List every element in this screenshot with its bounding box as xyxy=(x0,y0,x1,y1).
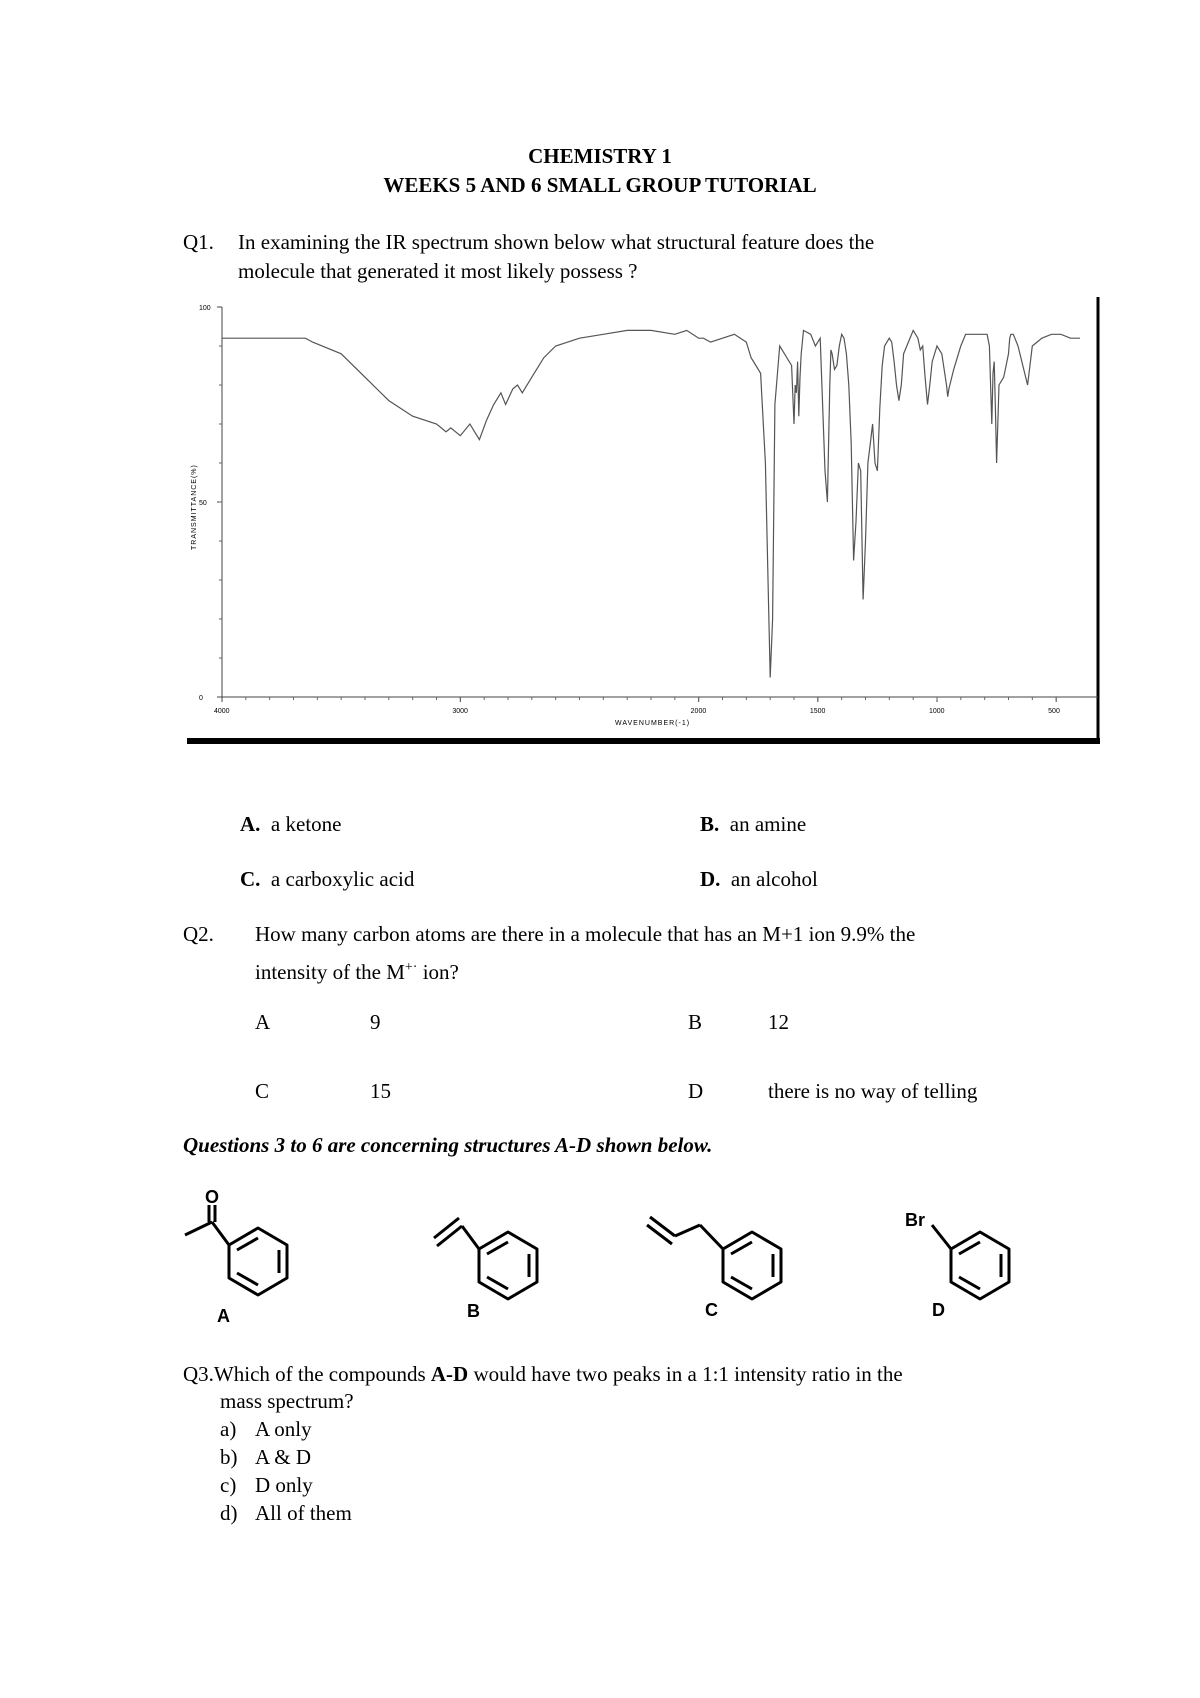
x-tick-label: 1000 xyxy=(929,708,945,715)
q3-option-b-letter: b) xyxy=(220,1445,238,1469)
x-axis-ticks xyxy=(214,697,1060,715)
y-tick-label: 100 xyxy=(199,305,211,312)
q3-option-a-letter: a) xyxy=(220,1417,237,1441)
structure-c xyxy=(647,1217,781,1299)
x-tick-label: 1500 xyxy=(809,708,826,715)
q1-text-line1: In examining the IR spectrum shown below what structural feature does the xyxy=(238,230,875,254)
bromine-atom-label: Br xyxy=(905,1210,926,1230)
q2-number: Q2. xyxy=(183,922,214,946)
ir-spectrum-chart xyxy=(185,295,1100,745)
structure-b-label: B xyxy=(467,1301,480,1321)
structure-d-label: D xyxy=(932,1300,945,1320)
q3-option-c-letter: c) xyxy=(220,1473,237,1497)
q2-option-b-text[interactable]: 12 xyxy=(768,1010,789,1034)
q3-text-line2: mass spectrum? xyxy=(220,1389,354,1413)
q1-option-b-letter: B. xyxy=(700,812,720,836)
q3-option-d-letter: d) xyxy=(220,1501,238,1525)
x-tick-label: 2000 xyxy=(690,708,707,715)
q3-option-c-text: D only xyxy=(255,1473,313,1497)
q3-option-c[interactable] xyxy=(220,1471,313,1500)
structures-heading: Questions 3 to 6 are concerning structures A-D shown below. xyxy=(183,1133,713,1157)
q3-text-line1 xyxy=(183,1360,903,1389)
structure-a xyxy=(185,1205,287,1295)
q1-option-c[interactable] xyxy=(240,865,414,894)
q2-option-c-text[interactable]: 15 xyxy=(370,1079,391,1103)
q1-option-a-text: a ketone xyxy=(270,812,342,836)
q2-text-after: ion? xyxy=(417,960,459,984)
oxygen-atom-label: O xyxy=(205,1187,220,1207)
structure-a-label: A xyxy=(217,1306,230,1326)
q2-option-a-letter[interactable]: A xyxy=(255,1010,271,1034)
q2-option-c-letter[interactable]: C xyxy=(255,1079,270,1103)
tutorial-subtitle: WEEKS 5 AND 6 SMALL GROUP TUTORIAL xyxy=(383,173,817,197)
structure-c-label: C xyxy=(705,1300,718,1320)
y-axis-ticks xyxy=(199,305,222,702)
y-tick-label: 0 xyxy=(199,695,203,702)
course-title: CHEMISTRY 1 xyxy=(528,144,672,168)
q3-option-a-text: A only xyxy=(255,1417,312,1441)
q3-option-b[interactable] xyxy=(220,1443,312,1472)
y-axis-label: TRANSMITTANCE(%) xyxy=(191,464,198,550)
q2-text-line1: How many carbon atoms are there in a molecule that has an M+1 ion 9.9% the xyxy=(255,922,916,946)
x-tick-label: 3000 xyxy=(452,708,468,715)
q1-option-b-text: an amine xyxy=(729,812,807,836)
q2-option-a-text[interactable]: 9 xyxy=(370,1010,381,1034)
x-tick-label: 500 xyxy=(1048,708,1060,715)
q3-option-a[interactable] xyxy=(220,1415,312,1444)
q2-text-before: intensity of the M xyxy=(255,960,405,984)
q1-option-c-text: a carboxylic acid xyxy=(270,867,415,891)
structure-d xyxy=(932,1225,1009,1299)
q3-text-bold: A-D xyxy=(430,1362,469,1386)
q2-option-b-letter[interactable]: B xyxy=(688,1010,703,1034)
q1-option-d-letter: D. xyxy=(700,867,721,891)
q3-number: Q3. xyxy=(183,1362,214,1386)
y-tick-label: 50 xyxy=(199,500,207,507)
ir-spectrum-line xyxy=(222,330,1080,677)
structure-b xyxy=(434,1218,537,1299)
q1-text-line2: molecule that generated it most likely possess ? xyxy=(238,259,638,283)
q1-option-c-letter: C. xyxy=(240,867,261,891)
structures-figure xyxy=(0,1180,1200,1340)
q1-option-a-letter: A. xyxy=(240,812,261,836)
q2-text-line2 xyxy=(255,953,459,987)
radical-cation-superscript: +· xyxy=(404,960,418,975)
q1-option-b[interactable] xyxy=(700,810,806,839)
q1-option-d[interactable] xyxy=(700,865,818,894)
q3-text-after: would have two peaks in a 1:1 intensity ratio in the xyxy=(468,1362,903,1386)
x-axis-label: WAVENUMBER(-1) xyxy=(615,720,691,727)
q3-option-d-text: All of them xyxy=(255,1501,352,1525)
q2-option-d-text[interactable]: there is no way of telling xyxy=(768,1079,978,1103)
x-tick-label: 4000 xyxy=(214,708,230,715)
q3-option-d[interactable] xyxy=(220,1499,352,1528)
q1-option-d-text: an alcohol xyxy=(730,867,818,891)
q1-number: Q1. xyxy=(183,230,214,254)
q3-text-before: Which of the compounds xyxy=(213,1362,431,1386)
q3-option-b-text: A & D xyxy=(255,1445,312,1469)
q1-option-a[interactable] xyxy=(240,810,341,839)
q2-option-d-letter[interactable]: D xyxy=(688,1079,704,1103)
